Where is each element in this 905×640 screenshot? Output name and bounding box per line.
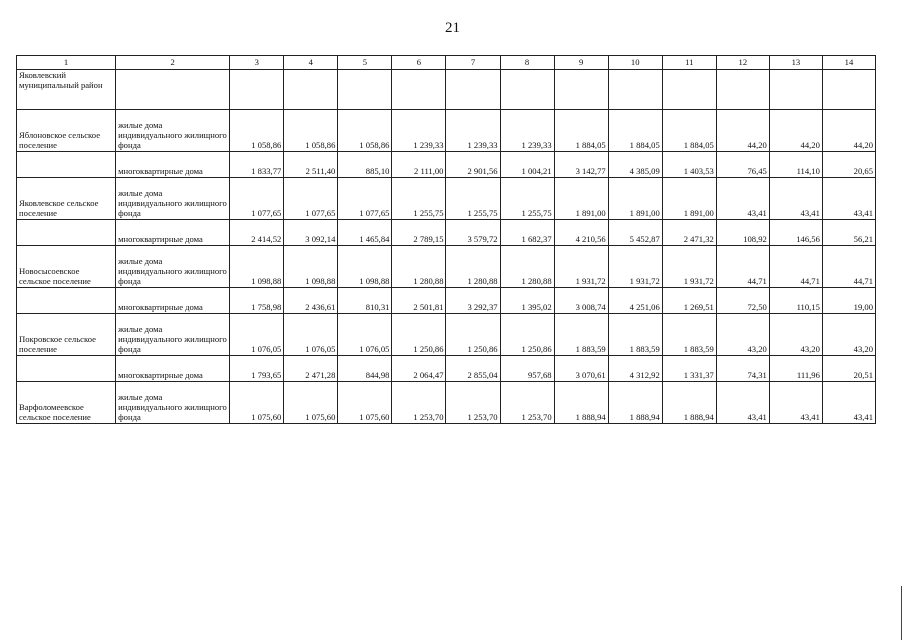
table-row [17,288,876,314]
table-row [17,220,876,246]
housing-type: жилые дома индивидуального жилищного фонда [116,382,230,424]
value-cell: 1 331,37 [662,356,716,382]
value-cell: 43,41 [716,382,769,424]
empty-cell [17,152,116,178]
value-cell: 43,41 [769,382,822,424]
value-cell: 1 253,70 [500,382,554,424]
column-header: 11 [662,56,716,70]
page-number: 21 [445,20,460,36]
value-cell: 1 075,60 [230,382,284,424]
empty-cell [608,70,662,110]
value-cell: 44,20 [769,110,822,152]
value-cell: 1 075,60 [338,382,392,424]
value-cell: 1 077,65 [284,178,338,220]
column-header: 6 [392,56,446,70]
column-header: 10 [608,56,662,70]
value-cell: 1 077,65 [230,178,284,220]
value-cell: 1 253,70 [392,382,446,424]
value-cell: 56,21 [822,220,875,246]
value-cell: 2 436,61 [284,288,338,314]
value-cell: 4 251,06 [608,288,662,314]
value-cell: 1 075,60 [284,382,338,424]
column-header: 1 [17,56,116,70]
value-cell: 4 385,09 [608,152,662,178]
value-cell: 4 210,56 [554,220,608,246]
value-cell: 1 931,72 [608,246,662,288]
value-cell: 1 931,72 [662,246,716,288]
empty-cell [822,70,875,110]
value-cell: 1 884,05 [554,110,608,152]
value-cell: 1 465,84 [338,220,392,246]
value-cell: 43,41 [822,382,875,424]
value-cell: 43,41 [716,178,769,220]
column-header: 4 [284,56,338,70]
value-cell: 76,45 [716,152,769,178]
value-cell: 1 833,77 [230,152,284,178]
empty-cell [284,70,338,110]
settlement-name: Покровское сельское поселение [17,314,116,356]
empty-cell [17,220,116,246]
value-cell: 43,20 [769,314,822,356]
value-cell: 1 098,88 [338,246,392,288]
value-cell: 1 058,86 [230,110,284,152]
empty-cell [17,288,116,314]
column-header: 9 [554,56,608,70]
value-cell: 2 789,15 [392,220,446,246]
value-cell: 957,68 [500,356,554,382]
value-cell: 3 092,14 [284,220,338,246]
value-cell: 1 255,75 [446,178,500,220]
table-row [17,382,876,424]
value-cell: 1 758,98 [230,288,284,314]
value-cell: 1 076,05 [230,314,284,356]
value-cell: 1 239,33 [500,110,554,152]
value-cell: 3 070,61 [554,356,608,382]
value-cell: 1 884,05 [662,110,716,152]
column-header: 13 [769,56,822,70]
housing-type: многоквартирные дома [116,220,230,246]
column-header: 14 [822,56,875,70]
value-cell: 844,98 [338,356,392,382]
region-row [17,70,876,110]
value-cell: 1 058,86 [338,110,392,152]
value-cell: 146,56 [769,220,822,246]
column-header: 5 [338,56,392,70]
housing-type: многоквартирные дома [116,152,230,178]
value-cell: 1 077,65 [338,178,392,220]
tariff-table [16,55,876,424]
value-cell: 3 292,37 [446,288,500,314]
value-cell: 1 239,33 [392,110,446,152]
value-cell: 1 931,72 [554,246,608,288]
value-cell: 2 901,56 [446,152,500,178]
settlement-name: Яблоновское сельское поселение [17,110,116,152]
value-cell: 1 888,94 [608,382,662,424]
value-cell: 1 098,88 [230,246,284,288]
value-cell: 1 250,86 [392,314,446,356]
value-cell: 2 064,47 [392,356,446,382]
value-cell: 44,20 [716,110,769,152]
value-cell: 2 511,40 [284,152,338,178]
value-cell: 1 682,37 [500,220,554,246]
empty-cell [716,70,769,110]
housing-type: жилые дома индивидуального жилищного фонда [116,246,230,288]
column-header: 12 [716,56,769,70]
value-cell: 885,10 [338,152,392,178]
value-cell: 108,92 [716,220,769,246]
value-cell: 2 855,04 [446,356,500,382]
value-cell: 1 255,75 [500,178,554,220]
table-body [17,56,876,424]
value-cell: 43,41 [822,178,875,220]
value-cell: 1 076,05 [284,314,338,356]
settlement-name: Варфоломеевское сельское поселение [17,382,116,424]
value-cell: 19,00 [822,288,875,314]
value-cell: 1 253,70 [446,382,500,424]
settlement-name: Яковлевское сельское поселение [17,178,116,220]
column-header: 7 [446,56,500,70]
value-cell: 1 883,59 [608,314,662,356]
empty-cell [230,70,284,110]
value-cell: 1 269,51 [662,288,716,314]
value-cell: 5 452,87 [608,220,662,246]
column-header: 8 [500,56,554,70]
table-row [17,110,876,152]
housing-type: многоквартирные дома [116,356,230,382]
value-cell: 1 280,88 [500,246,554,288]
value-cell: 3 008,74 [554,288,608,314]
value-cell: 3 579,72 [446,220,500,246]
value-cell: 1 255,75 [392,178,446,220]
value-cell: 43,20 [822,314,875,356]
value-cell: 1 891,00 [662,178,716,220]
value-cell: 2 111,00 [392,152,446,178]
empty-cell [446,70,500,110]
value-cell: 1 395,02 [500,288,554,314]
scan-edge-mark [901,586,902,640]
value-cell: 2 471,32 [662,220,716,246]
empty-cell [17,356,116,382]
table-row [17,152,876,178]
value-cell: 74,31 [716,356,769,382]
value-cell: 20,65 [822,152,875,178]
value-cell: 20,51 [822,356,875,382]
value-cell: 1 280,88 [392,246,446,288]
value-cell: 44,71 [822,246,875,288]
value-cell: 72,50 [716,288,769,314]
empty-cell [554,70,608,110]
value-cell: 1 891,00 [608,178,662,220]
value-cell: 1 884,05 [608,110,662,152]
value-cell: 2 471,28 [284,356,338,382]
column-header: 2 [116,56,230,70]
value-cell: 1 883,59 [554,314,608,356]
housing-type: жилые дома индивидуального жилищного фонда [116,314,230,356]
empty-cell [769,70,822,110]
empty-cell [662,70,716,110]
value-cell: 1 076,05 [338,314,392,356]
table-row [17,246,876,288]
value-cell: 43,41 [769,178,822,220]
housing-type: многоквартирные дома [116,288,230,314]
value-cell: 1 239,33 [446,110,500,152]
value-cell: 1 883,59 [662,314,716,356]
empty-cell [500,70,554,110]
value-cell: 4 312,92 [608,356,662,382]
value-cell: 1 250,86 [500,314,554,356]
value-cell: 1 280,88 [446,246,500,288]
value-cell: 1 098,88 [284,246,338,288]
value-cell: 3 142,77 [554,152,608,178]
value-cell: 1 250,86 [446,314,500,356]
value-cell: 44,20 [822,110,875,152]
value-cell: 44,71 [716,246,769,288]
table-row [17,314,876,356]
value-cell: 1 403,53 [662,152,716,178]
value-cell: 1 793,65 [230,356,284,382]
value-cell: 2 501,81 [392,288,446,314]
value-cell: 111,96 [769,356,822,382]
housing-type: жилые дома индивидуального жилищного фонда [116,178,230,220]
column-number-row [17,56,876,70]
value-cell: 810,31 [338,288,392,314]
value-cell: 1 891,00 [554,178,608,220]
value-cell: 1 004,21 [500,152,554,178]
value-cell: 1 888,94 [554,382,608,424]
column-header: 3 [230,56,284,70]
value-cell: 2 414,52 [230,220,284,246]
value-cell: 1 058,86 [284,110,338,152]
table-row [17,356,876,382]
region-label: Яковлевский муниципальный район [17,70,116,110]
value-cell: 110,15 [769,288,822,314]
housing-type: жилые дома индивидуального жилищного фонда [116,110,230,152]
value-cell: 1 888,94 [662,382,716,424]
empty-cell [392,70,446,110]
empty-cell [338,70,392,110]
value-cell: 43,20 [716,314,769,356]
empty-cell [116,70,230,110]
settlement-name: Новосысоевское сельское поселение [17,246,116,288]
table-row [17,178,876,220]
value-cell: 114,10 [769,152,822,178]
value-cell: 44,71 [769,246,822,288]
